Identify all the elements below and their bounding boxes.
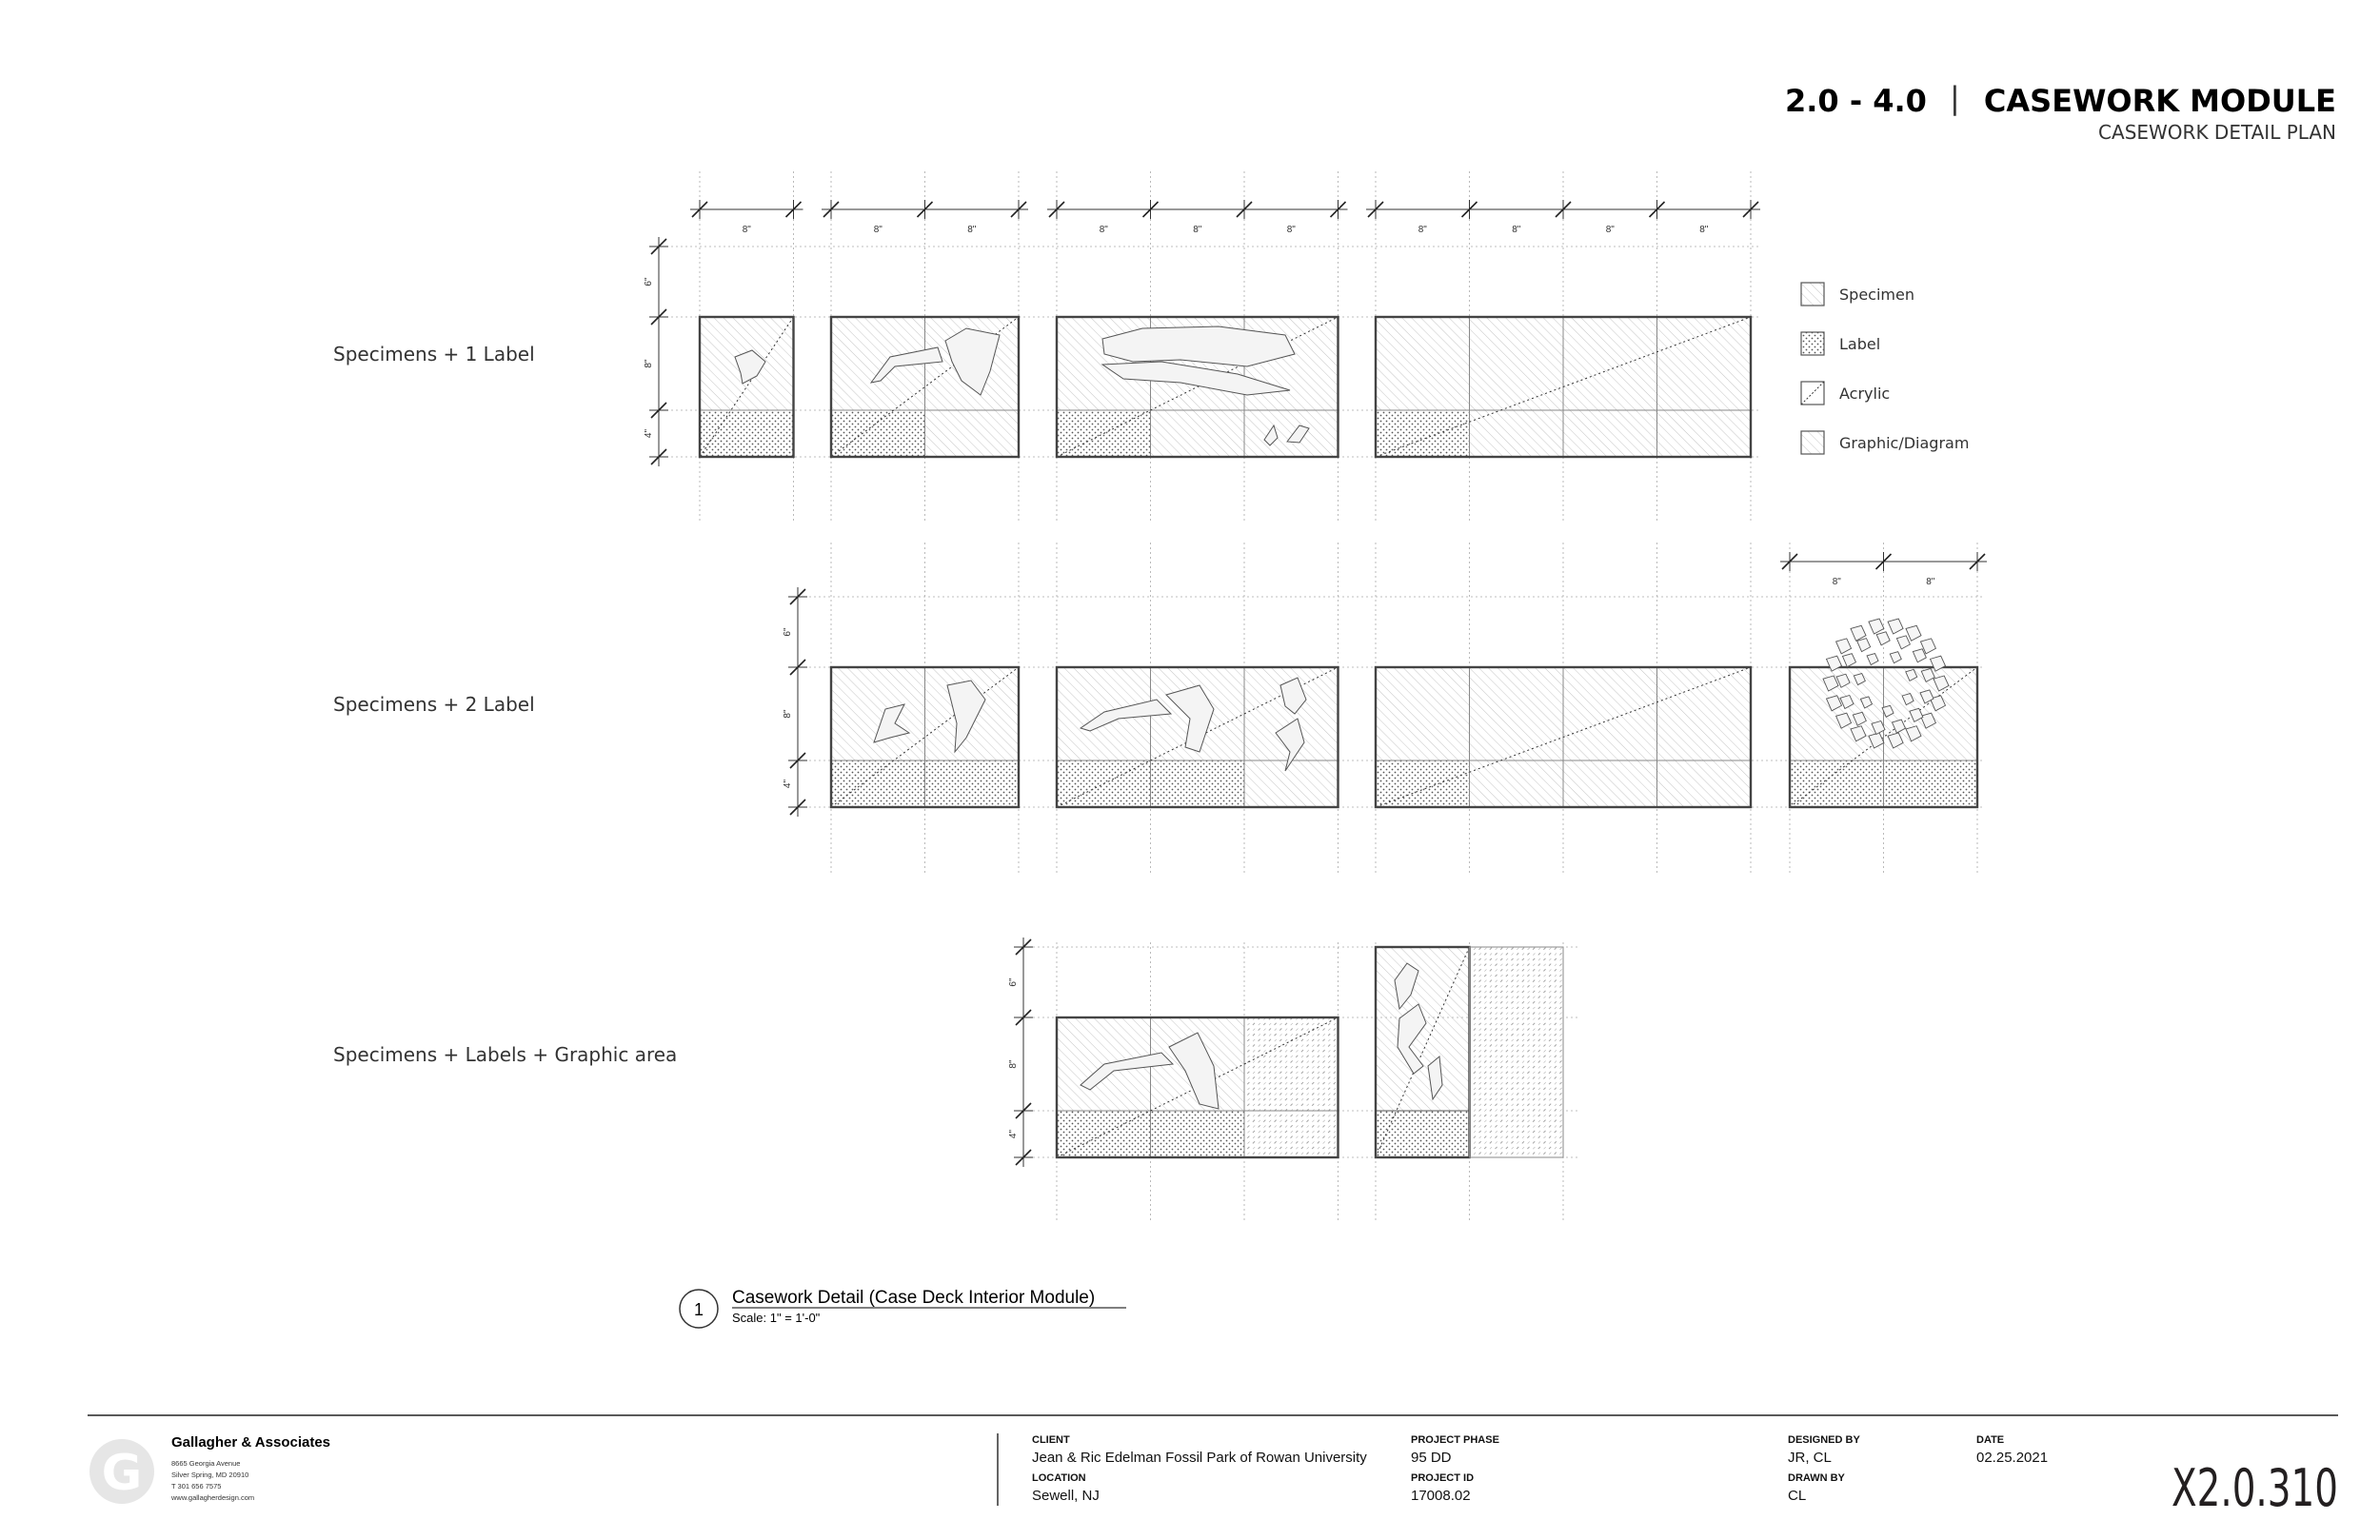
specimen-outline xyxy=(1102,326,1295,366)
sheet-header xyxy=(1785,80,2336,144)
firm-address-2: Silver Spring, MD 20910 xyxy=(171,1471,249,1479)
detail-scale: Scale: 1" = 1'-0" xyxy=(732,1311,821,1325)
location-label: LOCATION xyxy=(1032,1472,1086,1484)
legend-item-specimen xyxy=(1801,283,1914,306)
specimen-fragment xyxy=(1906,625,1921,641)
dimension-label-width: 8" xyxy=(1099,225,1108,235)
dimension-label-height: 4" xyxy=(644,428,654,439)
phase-label: PROJECT PHASE xyxy=(1411,1434,1499,1446)
project-id-label: PROJECT ID xyxy=(1411,1472,1475,1484)
specimen-fragment xyxy=(1876,632,1890,645)
legend-item-acrylic xyxy=(1801,382,1890,405)
label-area xyxy=(1376,410,1470,457)
firm-address-1: 8665 Georgia Avenue xyxy=(171,1459,241,1468)
dimension-label-height: 8" xyxy=(783,709,793,719)
client-label: CLIENT xyxy=(1032,1434,1070,1446)
dimension-label-height: 4" xyxy=(783,779,793,789)
client-value: Jean & Ric Edelman Fossil Park of Rowan University xyxy=(1032,1450,1367,1466)
location-value: Sewell, NJ xyxy=(1032,1488,1100,1504)
dimension-label-height: 6" xyxy=(783,627,793,637)
dimension-label-width: 8" xyxy=(1512,225,1521,235)
drawn-by-value: CL xyxy=(1788,1488,1807,1504)
graphic-area-hatch xyxy=(1244,1017,1339,1157)
specimen-fragment xyxy=(1836,639,1852,654)
row-label-2: Specimens + 2 Label xyxy=(333,693,535,716)
label-area xyxy=(1376,760,1470,807)
date-value: 02.25.2021 xyxy=(1976,1450,2049,1466)
legend xyxy=(1801,283,1969,454)
detail-number: 1 xyxy=(693,1300,704,1319)
dimension-label-width: 8" xyxy=(967,225,977,235)
label-area xyxy=(1376,1111,1470,1157)
dimension-label-width: 8" xyxy=(873,225,883,235)
legend-label-specimen: Specimen xyxy=(1839,286,1914,304)
legend-label-graphic: Graphic/Diagram xyxy=(1839,434,1970,452)
legend-swatch-label xyxy=(1801,332,1824,355)
drawn-by-label: DRAWN BY xyxy=(1788,1472,1845,1484)
specimen-fragment xyxy=(1869,619,1884,634)
firm-logo xyxy=(89,1439,154,1504)
title-block xyxy=(88,1415,2338,1519)
sheet-subtitle: CASEWORK DETAIL PLAN xyxy=(2098,121,2336,144)
label-area xyxy=(831,410,925,457)
date-label: DATE xyxy=(1976,1434,2005,1446)
specimen-fragment xyxy=(1888,619,1903,634)
firm-name: Gallagher & Associates xyxy=(171,1434,331,1451)
legend-swatch-specimen xyxy=(1801,283,1824,306)
firm-phone: T 301 656 7575 xyxy=(171,1482,222,1491)
legend-item-graphic xyxy=(1801,431,1969,454)
dimension-label-height: 8" xyxy=(644,359,654,368)
dimension-label-width: 8" xyxy=(1832,577,1841,587)
dimension-label-height: 6" xyxy=(644,277,654,286)
dimension-label-width: 8" xyxy=(1286,225,1296,235)
detail-title: Casework Detail (Case Deck Interior Module) xyxy=(732,1288,1096,1308)
dimension-label-height: 8" xyxy=(1008,1059,1019,1069)
dimension-label-width: 8" xyxy=(1418,225,1427,235)
dimension-label-height: 4" xyxy=(1008,1129,1019,1139)
specimen-fragment xyxy=(1867,654,1878,665)
specimen-fragment xyxy=(1890,652,1901,663)
dimension-label-width: 8" xyxy=(742,225,751,235)
label-area xyxy=(700,410,794,457)
sheet-number: X2.0.310 xyxy=(2171,1458,2339,1519)
legend-item-label xyxy=(1801,332,1880,355)
detail-callout xyxy=(680,1288,1126,1328)
dimension-label-height: 6" xyxy=(1008,977,1019,987)
project-id-value: 17008.02 xyxy=(1411,1488,1471,1504)
specimen-fragment xyxy=(1896,636,1910,649)
row-label-3: Specimens + Labels + Graphic area xyxy=(333,1043,678,1066)
header-separator: | xyxy=(1950,80,1960,116)
specimen-fragment xyxy=(1842,654,1855,667)
specimen-fragment xyxy=(1851,625,1866,641)
legend-swatch-graphic xyxy=(1801,431,1824,454)
dimension-label-width: 8" xyxy=(1605,225,1615,235)
row-label-1: Specimens + 1 Label xyxy=(333,343,535,365)
dimension-label-width: 8" xyxy=(1926,577,1935,587)
sheet-number-range: 2.0 - 4.0 xyxy=(1785,83,1927,119)
legend-label-label: Label xyxy=(1839,335,1881,353)
phase-value: 95 DD xyxy=(1411,1450,1452,1466)
dimension-label-width: 8" xyxy=(1699,225,1709,235)
dimension-label-width: 8" xyxy=(1193,225,1202,235)
designed-by-value: JR, CL xyxy=(1788,1450,1832,1466)
graphic-area-hatch xyxy=(1470,947,1564,1157)
svg-text:G: G xyxy=(101,1445,143,1502)
specimen-fragment xyxy=(1857,639,1871,652)
sheet-title: CASEWORK MODULE xyxy=(1983,83,2336,119)
legend-label-acrylic: Acrylic xyxy=(1839,385,1891,403)
casework-modules xyxy=(700,317,1977,1157)
firm-website: www.gallagherdesign.com xyxy=(171,1493,255,1502)
designed-by-label: DESIGNED BY xyxy=(1788,1434,1860,1446)
